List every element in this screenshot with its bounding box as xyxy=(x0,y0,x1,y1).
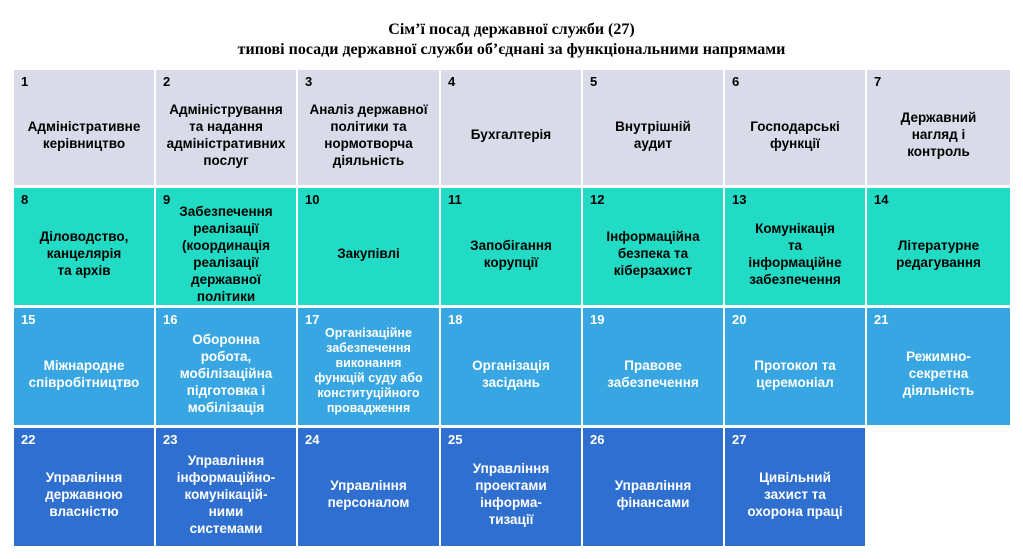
family-label: Міжнародне співробітництво xyxy=(28,357,140,390)
family-label: Протокол та церемоніал xyxy=(754,357,836,390)
family-cell-19 xyxy=(583,308,725,428)
family-cell-1 xyxy=(14,70,156,188)
family-number: 10 xyxy=(305,192,320,207)
family-label: Правове забезпечення xyxy=(607,357,699,390)
family-cell-6 xyxy=(725,70,867,188)
family-number: 2 xyxy=(163,74,171,89)
family-number: 14 xyxy=(874,192,889,207)
family-label: Діловодство, канцелярія та архів xyxy=(39,229,129,278)
family-label: Аналіз державної політики та нормотворча діяльність xyxy=(309,101,428,168)
family-label: Бухгалтерія xyxy=(470,127,552,142)
family-label: Забезпечення реалізації (координація реалізації державної політики xyxy=(179,203,273,304)
family-cell-7 xyxy=(867,70,1010,188)
title-line-1: Сім’ї посад державної служби (27) xyxy=(388,21,635,38)
family-number: 13 xyxy=(732,192,747,207)
family-number: 22 xyxy=(21,432,36,447)
family-number: 26 xyxy=(590,432,605,447)
family-number: 23 xyxy=(163,432,178,447)
family-number: 17 xyxy=(305,312,320,327)
family-cell-24 xyxy=(298,428,441,546)
family-cell-26 xyxy=(583,428,725,546)
family-cell-5 xyxy=(583,70,725,188)
family-label: Управління персоналом xyxy=(327,478,410,510)
family-cell-18 xyxy=(441,308,583,428)
family-cell-11 xyxy=(441,188,583,308)
family-label: Організація засідань xyxy=(472,357,550,390)
family-label: Управління фінансами xyxy=(614,478,692,510)
family-number: 24 xyxy=(305,432,320,447)
family-label: Адміністрування та надання адміністративних послуг xyxy=(166,101,286,168)
family-number: 20 xyxy=(732,312,747,327)
family-label: Оборонна робота, мобілізаційна підготовка і мобілізація xyxy=(179,332,273,415)
family-number: 12 xyxy=(590,192,605,207)
family-number: 19 xyxy=(590,312,605,327)
family-label: Адміністративне керівництво xyxy=(27,118,141,151)
family-label: Управління державною власністю xyxy=(45,469,123,519)
family-number: 3 xyxy=(305,74,313,89)
family-number: 25 xyxy=(448,432,463,447)
family-number: 7 xyxy=(874,74,882,89)
family-label: Внутрішній аудит xyxy=(615,118,691,151)
family-number: 21 xyxy=(874,312,889,327)
family-number: 16 xyxy=(163,312,178,327)
family-label: Закупівлі xyxy=(337,246,400,261)
family-label: Цивільний захист та охорона праці xyxy=(747,469,843,519)
family-cell-14 xyxy=(867,188,1010,308)
family-number: 1 xyxy=(21,74,29,89)
family-number: 9 xyxy=(163,192,171,207)
family-number: 4 xyxy=(448,74,456,89)
family-cell-15 xyxy=(14,308,156,428)
family-number: 6 xyxy=(732,74,740,89)
family-number: 15 xyxy=(21,312,36,327)
family-cell-20 xyxy=(725,308,867,428)
family-number: 11 xyxy=(448,192,462,207)
family-label: Організаційне забезпечення виконання функцій суду або конституційного провадження xyxy=(314,326,423,415)
job-families-grid xyxy=(14,70,1010,546)
family-label: Господарські функції xyxy=(750,118,840,151)
family-cell-23 xyxy=(156,428,298,546)
family-cell-27 xyxy=(725,428,867,546)
family-cell-17 xyxy=(298,308,441,428)
family-cell-22 xyxy=(14,428,156,546)
family-number: 18 xyxy=(448,312,463,327)
family-cell-9 xyxy=(156,188,298,308)
title-line-2: типові посади державної служби об’єднані за функціональними напрямами xyxy=(237,41,786,58)
family-number: 5 xyxy=(590,74,598,89)
family-number: 8 xyxy=(21,192,29,207)
family-cell-13 xyxy=(725,188,867,308)
family-cell-4 xyxy=(441,70,583,188)
family-label: Управління інформаційно- комунікацій- ними системами xyxy=(176,452,276,536)
family-label: Комунікація та інформаційне забезпечення xyxy=(748,220,842,287)
family-label: Інформаційна безпека та кіберзахист xyxy=(606,229,700,278)
family-label: Режимно- секретна діяльність xyxy=(902,349,975,398)
family-cell-25 xyxy=(441,428,583,546)
family-cell-12 xyxy=(583,188,725,308)
family-label: Літературне редагування xyxy=(896,237,981,270)
family-cell-2 xyxy=(156,70,298,188)
page-title xyxy=(0,20,1023,60)
family-cell-16 xyxy=(156,308,298,428)
family-label: Запобігання корупції xyxy=(470,237,552,270)
family-label: Управління проектами інформа- тизації xyxy=(472,461,550,527)
family-cell-8 xyxy=(14,188,156,308)
family-cell-3 xyxy=(298,70,441,188)
family-cell-21 xyxy=(867,308,1010,428)
family-number: 27 xyxy=(732,432,747,447)
family-cell-10 xyxy=(298,188,441,308)
family-label: Державний нагляд і контроль xyxy=(900,110,977,159)
